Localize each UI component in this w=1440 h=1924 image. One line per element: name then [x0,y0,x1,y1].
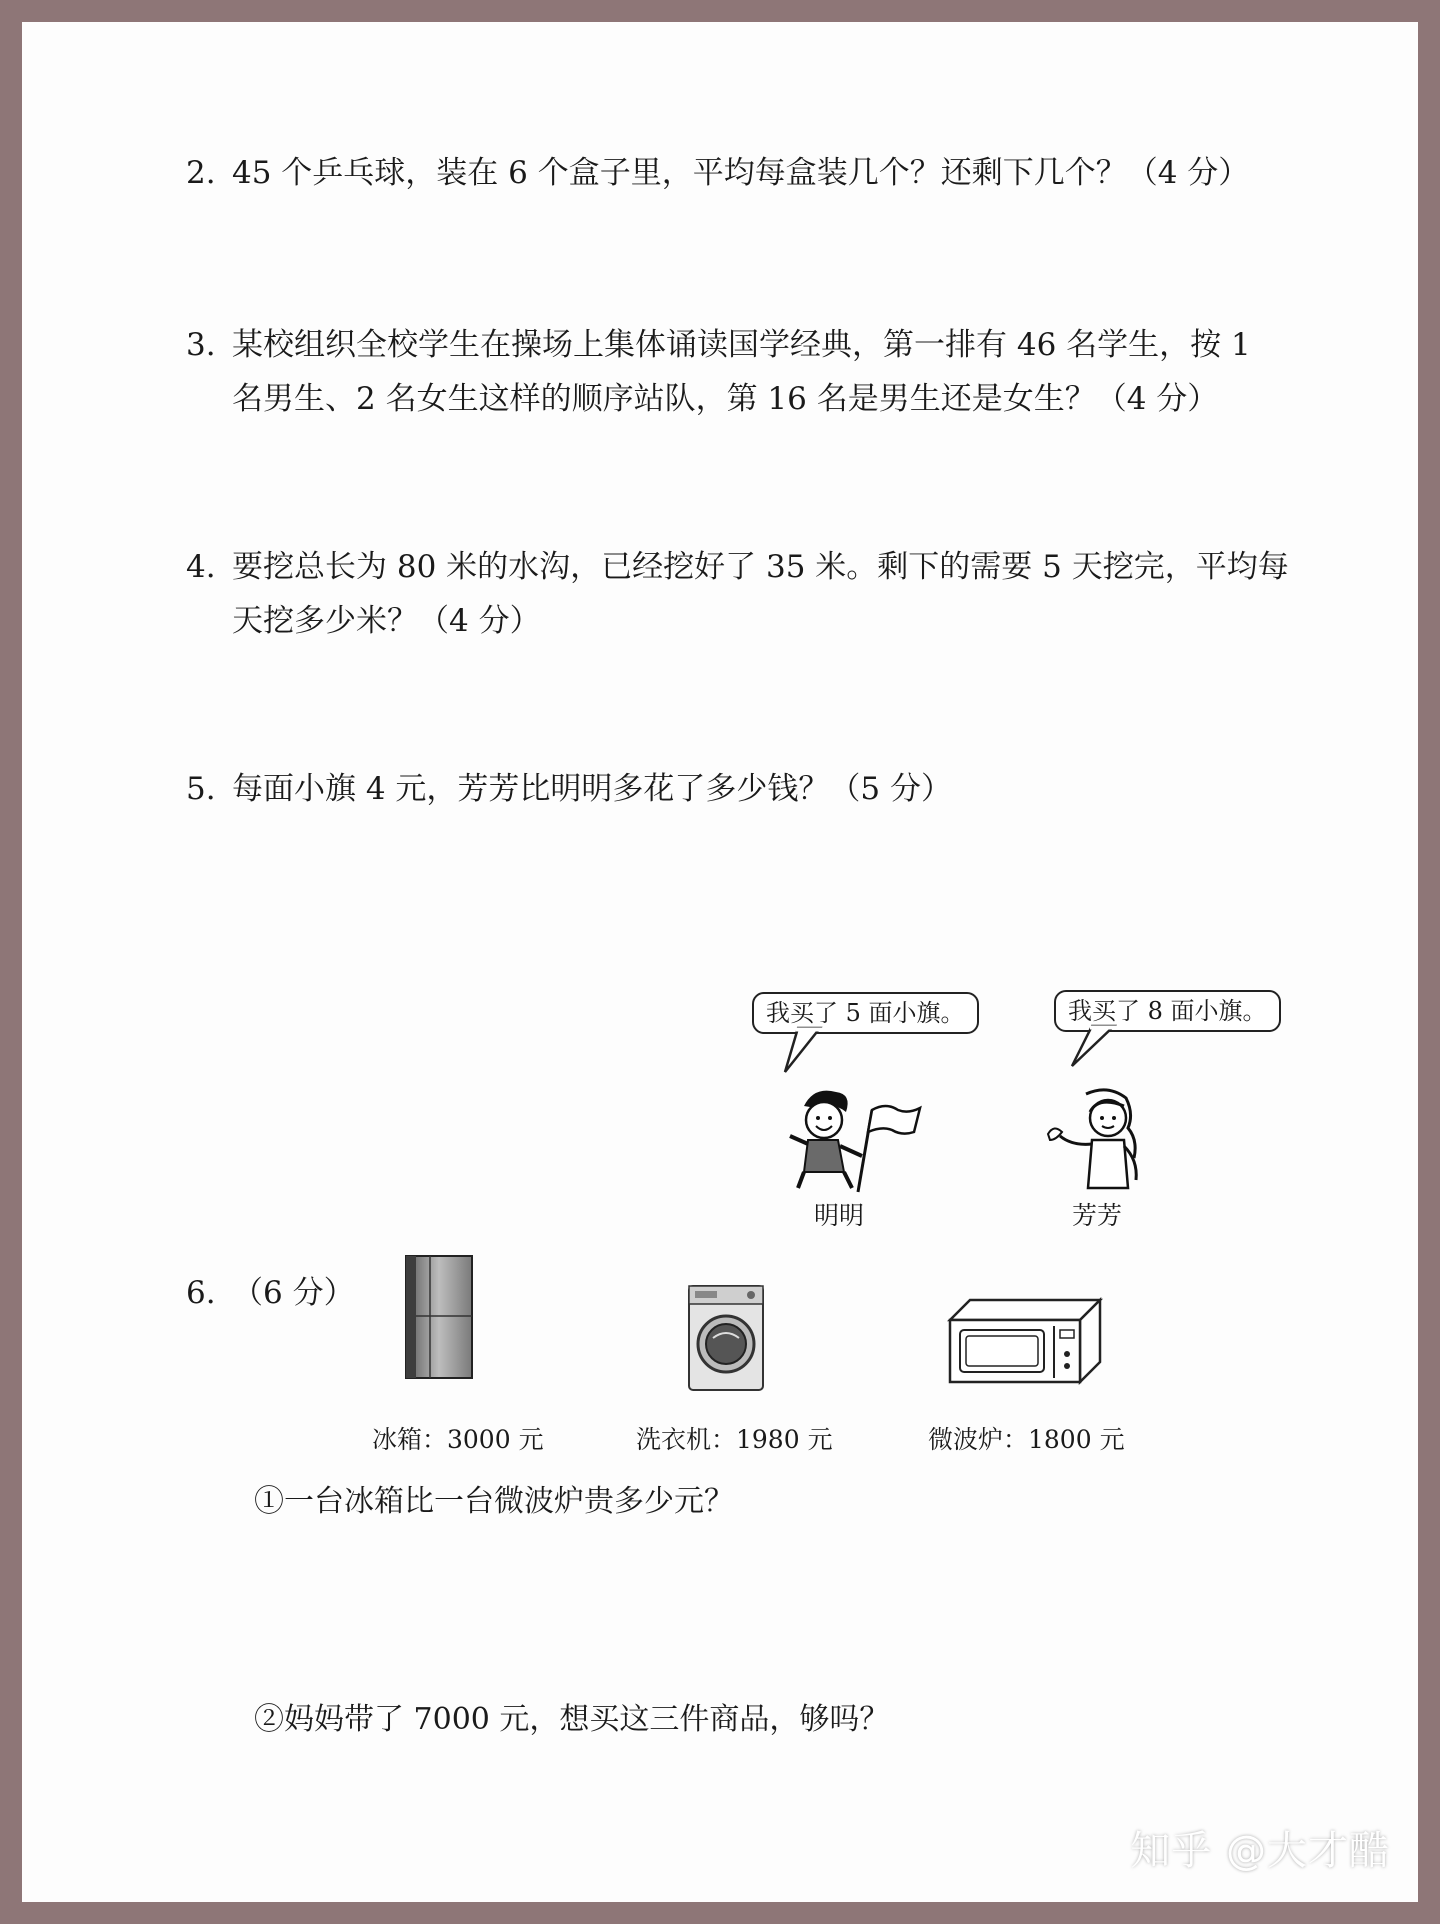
girl-name-label: 芳芳 [1072,1201,1123,1230]
boy-with-flag-illustration [774,1084,914,1194]
question-number: 2. [186,155,216,191]
question-number: 4. [186,549,216,585]
girl-illustration [1038,1084,1158,1194]
question-number: 6. [186,1275,216,1311]
refrigerator-image [402,1254,482,1384]
question-text-line2: 天挖多少米？（4 分） [232,603,541,639]
microwave-price-label: 微波炉：1800 元 [928,1425,1125,1454]
question-4 [186,540,1289,648]
girl-bubble-tail [1070,1026,1130,1076]
question-number: 5. [186,771,216,807]
boy-bubble-tail [782,1028,842,1078]
girl-speech-bubble: 我买了 8 面小旗。 [1054,990,1281,1032]
question-number: 3. [186,327,216,363]
washing-machine-price-label: 洗衣机：1980 元 [636,1425,833,1454]
question-5 [186,762,952,816]
question-text: 45 个乒乓球，装在 6 个盒子里，平均每盒装几个？还剩下几个？（4 分） [232,155,1250,191]
refrigerator-price-label: 冰箱：3000 元 [372,1425,544,1454]
question-text-line1: 某校组织全校学生在操场上集体诵读国学经典，第一排有 46 名学生，按 1 [232,327,1251,363]
boy-name-label: 明明 [814,1201,865,1230]
question-text-line2: 名男生、2 名女生这样的顺序站队，第 16 名是男生还是女生？（4 分） [232,381,1219,417]
sub-question-1: ①一台冰箱比一台微波炉贵多少元？ [254,1484,734,1519]
worksheet-page [22,22,1418,1902]
question-6 [186,1266,355,1320]
question-text-line1: 要挖总长为 80 米的水沟，已经挖好了 35 米。剩下的需要 5 天挖完，平均每 [232,549,1289,585]
microwave-image [948,1298,1108,1388]
question-3 [186,318,1251,426]
question-text: 每面小旗 4 元，芳芳比明明多花了多少钱？（5 分） [232,771,953,807]
sub-question-2: ②妈妈带了 7000 元，想买这三件商品，够吗？ [254,1702,890,1737]
question-2 [186,146,1249,200]
washing-machine-image [687,1284,767,1394]
boy-speech-bubble: 我买了 5 面小旗。 [752,992,979,1034]
question-points: （6 分） [232,1275,355,1311]
zhihu-watermark: 知乎 @大才酷 [1130,1828,1390,1874]
